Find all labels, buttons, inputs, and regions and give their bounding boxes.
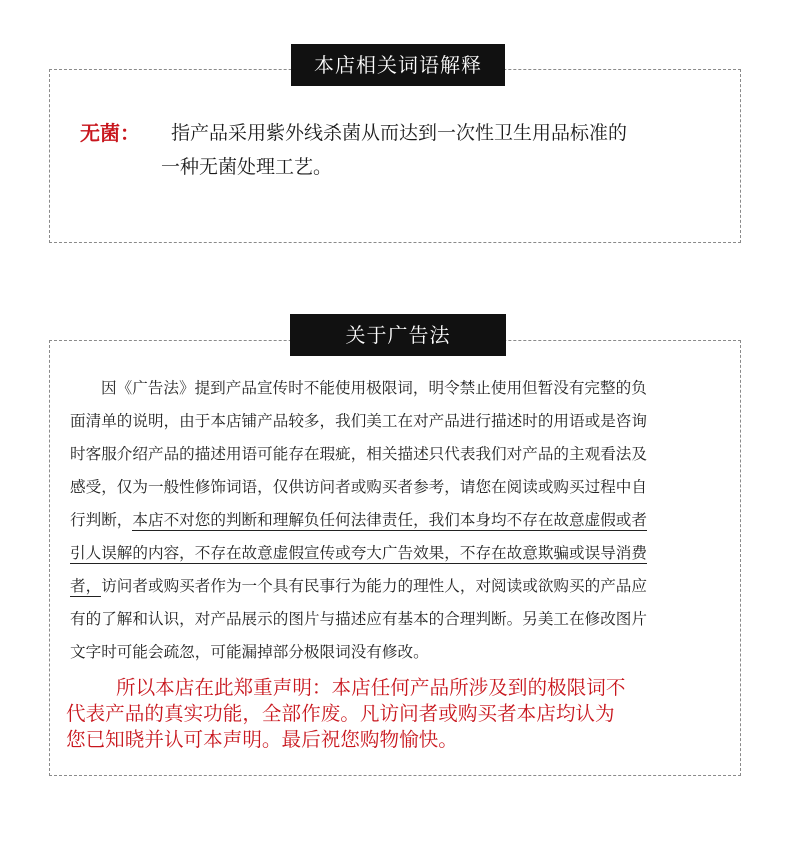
disclaimer-underlined: 本店不对您的判断和理解负任何法律责任，我们本身均不存在故意虚假或者 (132, 511, 647, 529)
ad-law-line: 因《广告法》提到产品宣传时不能使用极限词，明令禁止使用但暂没有完整的负 (101, 379, 647, 397)
declaration-line: 所以本店在此郑重声明：本店任何产品所涉及到的极限词不 (116, 676, 626, 699)
term-definition-line-1: 指产品采用紫外线杀菌从而达到一次性卫生用品标准的 (171, 122, 628, 144)
ad-law-line (70, 537, 725, 570)
ad-law-title: 关于广告法 (290, 314, 506, 356)
ad-law-line: 文字时可能会疏忽，可能漏掉部分极限词没有修改。 (70, 643, 429, 661)
ad-law-line: 面清单的说明，由于本店铺产品较多，我们美工在对产品进行描述时的用语或是咨询 (70, 412, 647, 430)
term-definition-line-2: 一种无菌处理工艺。 (161, 156, 333, 178)
ad-law-line (70, 504, 725, 537)
ad-law-line (70, 570, 725, 603)
ad-law-line: 感受，仅为一般性修饰词语，仅供访问者或购买者参考，请您在阅读或购买过程中自 (70, 478, 647, 496)
ad-law-body (70, 372, 725, 669)
declaration-line: 您已知晓并认可本声明。最后祝您购物愉快。 (66, 728, 458, 751)
ad-law-line: 时客服介绍产品的描述用语可能存在瑕疵，相关描述只代表我们对产品的主观看法及 (70, 445, 647, 463)
glossary-title: 本店相关词语解释 (291, 44, 505, 86)
ad-law-line: 有的了解和认识，对产品展示的图片与描述应有基本的合理判断。另美工在修改图片 (70, 610, 647, 628)
disclaimer-underlined: 引人误解的内容，不存在故意虚假宣传或夸大广告效果，不存在故意欺骗或误导消费 (70, 544, 647, 562)
declaration-line: 代表产品的真实功能，全部作废。凡访问者或购买者本店均认为 (66, 702, 615, 725)
declaration (66, 675, 731, 753)
glossary-panel (49, 69, 741, 243)
disclaimer-underlined: 者， (70, 577, 102, 595)
ad-law-line-lead: 行判断， (70, 511, 133, 529)
term-name: 无菌： (80, 121, 140, 145)
ad-law-line-rest: 访问者或购买者作为一个具有民事行为能力的理性人，对阅读或欲购买的产品应 (101, 577, 647, 595)
